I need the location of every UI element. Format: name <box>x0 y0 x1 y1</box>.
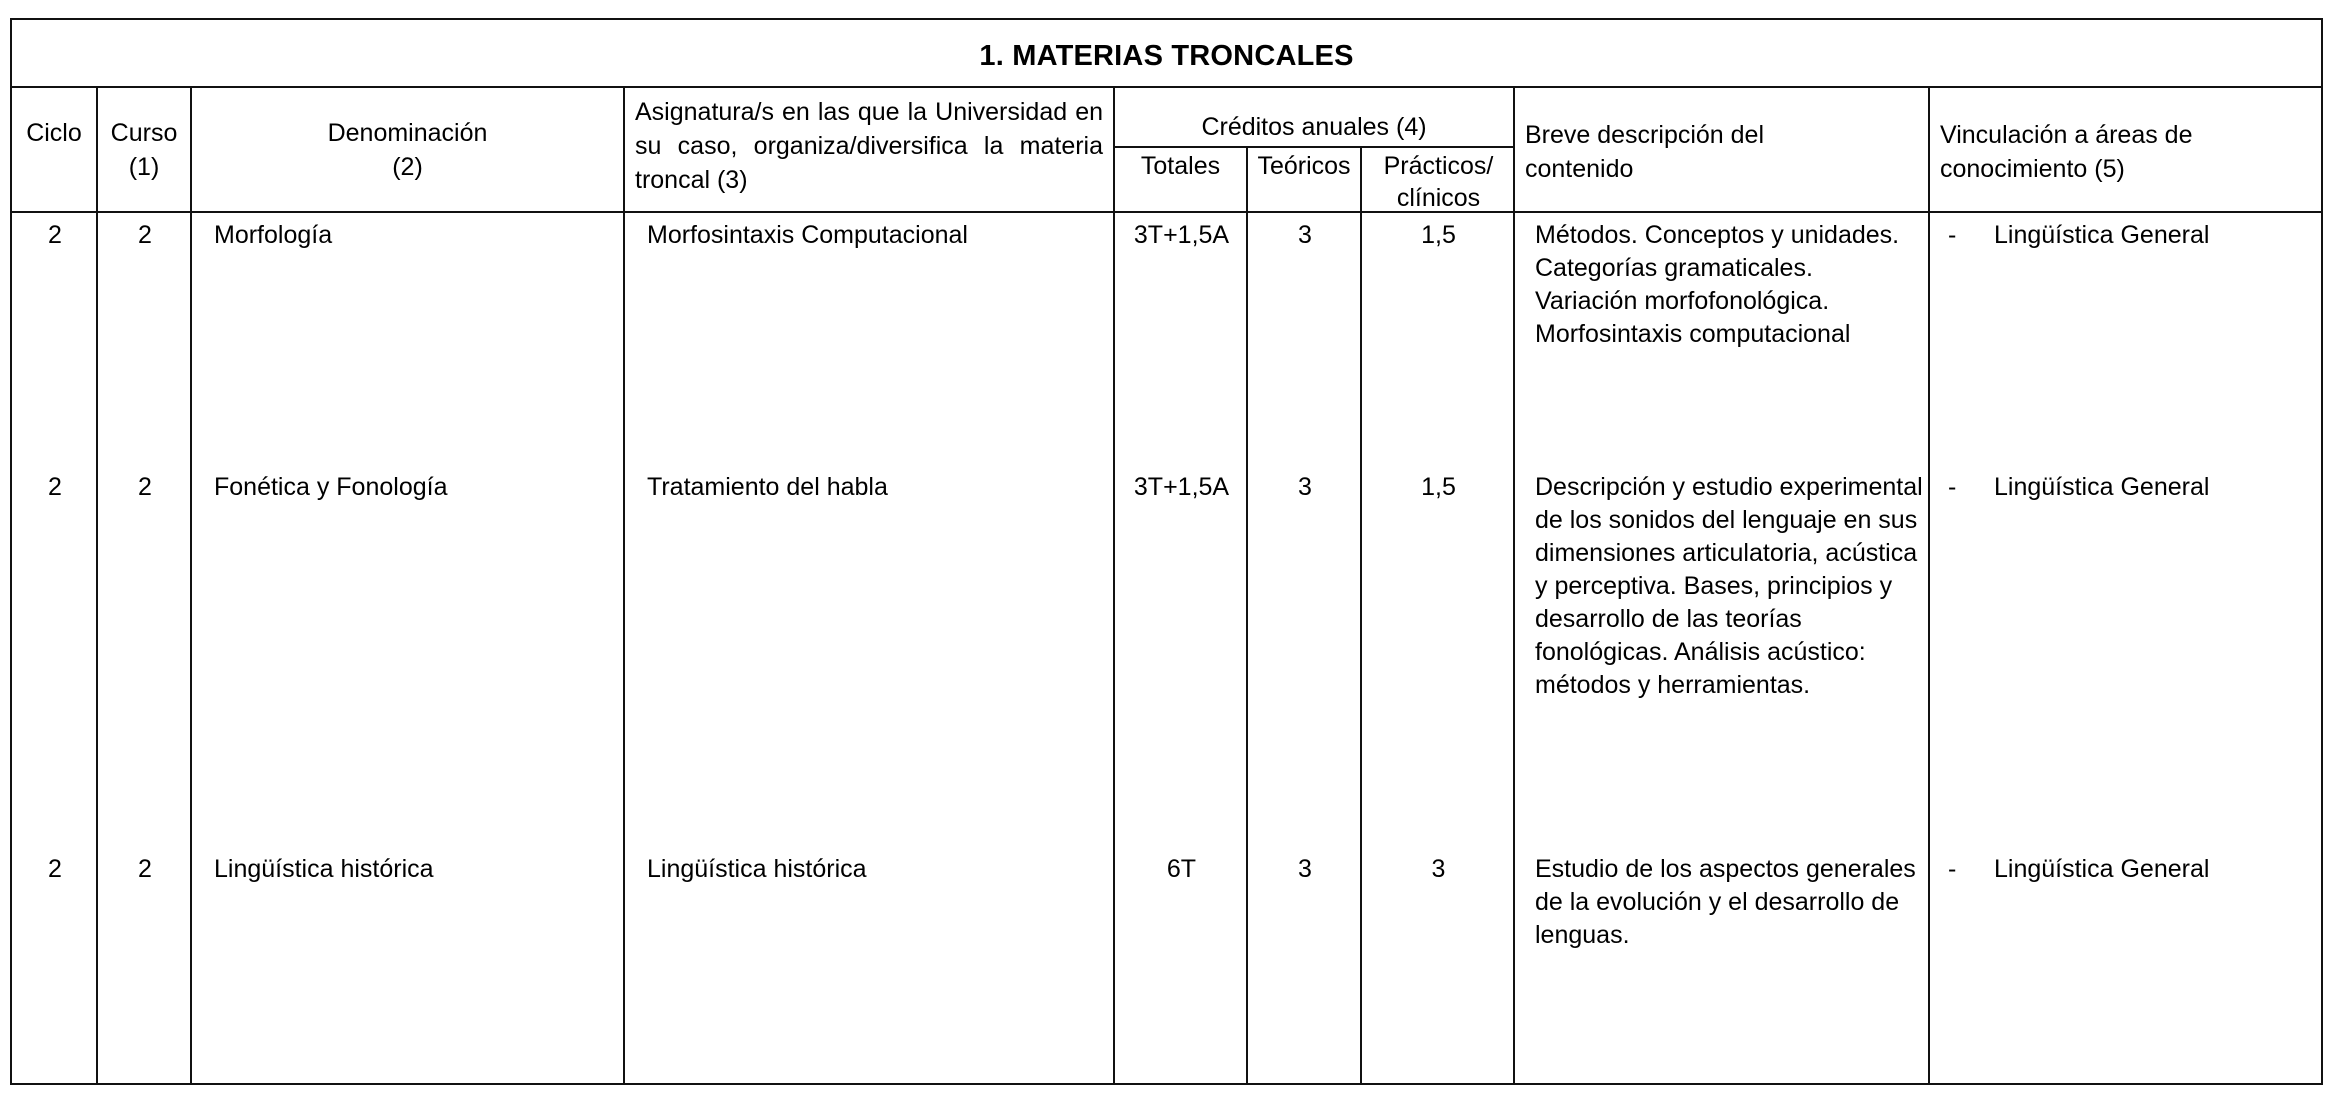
cell-ciclo <box>12 471 98 504</box>
column-header-descripcion-label-line1: Breve descripción del <box>1525 121 1765 149</box>
column-header-creditos-group <box>1115 88 1515 211</box>
column-header-creditos-practicos-label-line1: Prácticos/ <box>1383 152 1494 180</box>
column-header-creditos-teoricos <box>1248 146 1362 211</box>
column-header-creditos-label: Créditos anuales (4) <box>1201 113 1427 141</box>
cell-creditos-practicos <box>1362 219 1515 252</box>
column-header-descripcion-label-line2: contenido <box>1525 155 1634 183</box>
column-header-vinculacion-label-line2: conocimiento (5) <box>1940 155 2125 183</box>
column-header-creditos-practicos-label-line2: clínicos <box>1396 184 1481 212</box>
cell-creditos-practicos <box>1362 853 1515 886</box>
body-col-ciclo <box>12 213 98 1083</box>
cell-asignatura <box>625 219 1115 252</box>
cell-descripcion <box>1515 853 1930 952</box>
cell-curso-value: 2 <box>138 473 152 501</box>
cell-denominacion-value: Lingüística histórica <box>214 855 434 883</box>
column-header-asignatura <box>625 88 1115 211</box>
cell-denominacion <box>192 471 625 504</box>
cell-denominacion-value: Morfología <box>214 221 333 249</box>
column-header-ciclo <box>12 88 98 211</box>
bullet-dash-icon: - <box>1948 221 1957 249</box>
cell-vinculacion <box>1930 219 2321 252</box>
cell-curso-value: 2 <box>138 221 152 249</box>
cell-descripcion <box>1515 219 1930 351</box>
column-header-descripcion <box>1515 88 1930 211</box>
cell-ciclo-value: 2 <box>48 221 62 249</box>
cell-curso-value: 2 <box>138 855 152 883</box>
column-header-creditos-totales <box>1115 146 1248 211</box>
cell-creditos-teoricos-value: 3 <box>1298 221 1312 249</box>
cell-creditos-teoricos-value: 3 <box>1298 855 1312 883</box>
cell-vinculacion <box>1930 853 2321 886</box>
cell-creditos-practicos-value: 3 <box>1431 855 1446 883</box>
cell-creditos-teoricos-value: 3 <box>1298 473 1312 501</box>
materias-troncales-table <box>10 18 2323 1085</box>
cell-curso <box>98 219 192 252</box>
cell-asignatura-value: Morfosintaxis Computacional <box>647 221 968 249</box>
column-header-creditos-totales-label: Totales <box>1140 152 1221 180</box>
body-col-teoricos <box>1248 213 1362 1083</box>
cell-ciclo <box>12 219 98 252</box>
cell-vinculacion-value: Lingüística General <box>1994 473 2210 501</box>
page-title: 1. MATERIAS TRONCALES <box>979 40 1354 72</box>
cell-creditos-totales <box>1115 853 1248 886</box>
column-header-denominacion-note: (2) <box>392 153 423 181</box>
body-col-denominacion <box>192 213 625 1083</box>
column-header-vinculacion-label-line1: Vinculación a áreas de <box>1940 121 2193 149</box>
table-body <box>12 213 2321 1083</box>
table-title-band <box>12 20 2321 88</box>
column-header-vinculacion <box>1930 88 2321 211</box>
cell-vinculacion-value: Lingüística General <box>1994 855 2210 883</box>
column-header-curso <box>98 88 192 211</box>
cell-denominacion <box>192 853 625 886</box>
cell-vinculacion-value: Lingüística General <box>1994 221 2210 249</box>
cell-creditos-totales <box>1115 219 1248 252</box>
cell-creditos-teoricos <box>1248 219 1362 252</box>
cell-ciclo-value: 2 <box>48 855 62 883</box>
cell-creditos-totales-value: 3T+1,5A <box>1133 473 1230 501</box>
cell-creditos-practicos-value: 1,5 <box>1421 473 1456 501</box>
cell-asignatura <box>625 853 1115 886</box>
cell-asignatura-value: Tratamiento del habla <box>647 473 888 501</box>
cell-ciclo-value: 2 <box>48 473 62 501</box>
column-header-denominacion <box>192 88 625 211</box>
cell-creditos-totales <box>1115 471 1248 504</box>
cell-descripcion <box>1515 471 1930 702</box>
bullet-dash-icon: - <box>1948 855 1957 883</box>
cell-denominacion <box>192 219 625 252</box>
cell-creditos-teoricos <box>1248 471 1362 504</box>
column-header-curso-note: (1) <box>128 153 160 181</box>
body-col-practicos <box>1362 213 1515 1083</box>
cell-creditos-totales-value: 6T <box>1166 855 1197 883</box>
cell-curso <box>98 853 192 886</box>
column-header-creditos-practicos <box>1362 146 1515 211</box>
column-header-creditos-teoricos-label: Teóricos <box>1257 152 1351 180</box>
cell-curso <box>98 471 192 504</box>
cell-descripcion-value: Descripción y estudio experimental de los sonidos del lenguaje en sus dimensiones articulatoria, acústica y perceptiva. Bases, principios y desarrollo de las teorías fonológicas. Análisis acústico: métodos y herramientas. <box>1535 473 1923 699</box>
column-header-ciclo-label: Ciclo <box>26 119 82 147</box>
cell-creditos-totales-value: 3T+1,5A <box>1133 221 1230 249</box>
cell-asignatura-value: Lingüística histórica <box>647 855 867 883</box>
cell-denominacion-value: Fonética y Fonología <box>214 473 448 501</box>
cell-asignatura <box>625 471 1115 504</box>
column-header-denominacion-label: Denominación <box>327 119 488 147</box>
cell-creditos-practicos-value: 1,5 <box>1421 221 1456 249</box>
bullet-dash-icon: - <box>1948 473 1957 501</box>
cell-descripcion-value: Métodos. Conceptos y unidades. Categorías gramaticales. Variación morfofonológica. Morfosintaxis computacional <box>1535 221 1900 348</box>
column-header-asignatura-label: Asignatura/s en las que la Universidad en su caso, organiza/diversifica la materia troncal (3) <box>635 98 1103 194</box>
cell-creditos-teoricos <box>1248 853 1362 886</box>
body-col-curso <box>98 213 192 1083</box>
cell-vinculacion <box>1930 471 2321 504</box>
column-header-curso-label: Curso <box>110 119 178 147</box>
body-col-vinculacion <box>1930 213 2321 1083</box>
body-col-asignatura <box>625 213 1115 1083</box>
table-header-row <box>12 88 2321 213</box>
cell-creditos-practicos <box>1362 471 1515 504</box>
body-col-totales <box>1115 213 1248 1083</box>
cell-descripcion-value: Estudio de los aspectos generales de la evolución y el desarrollo de lenguas. <box>1535 855 1916 949</box>
cell-ciclo <box>12 853 98 886</box>
